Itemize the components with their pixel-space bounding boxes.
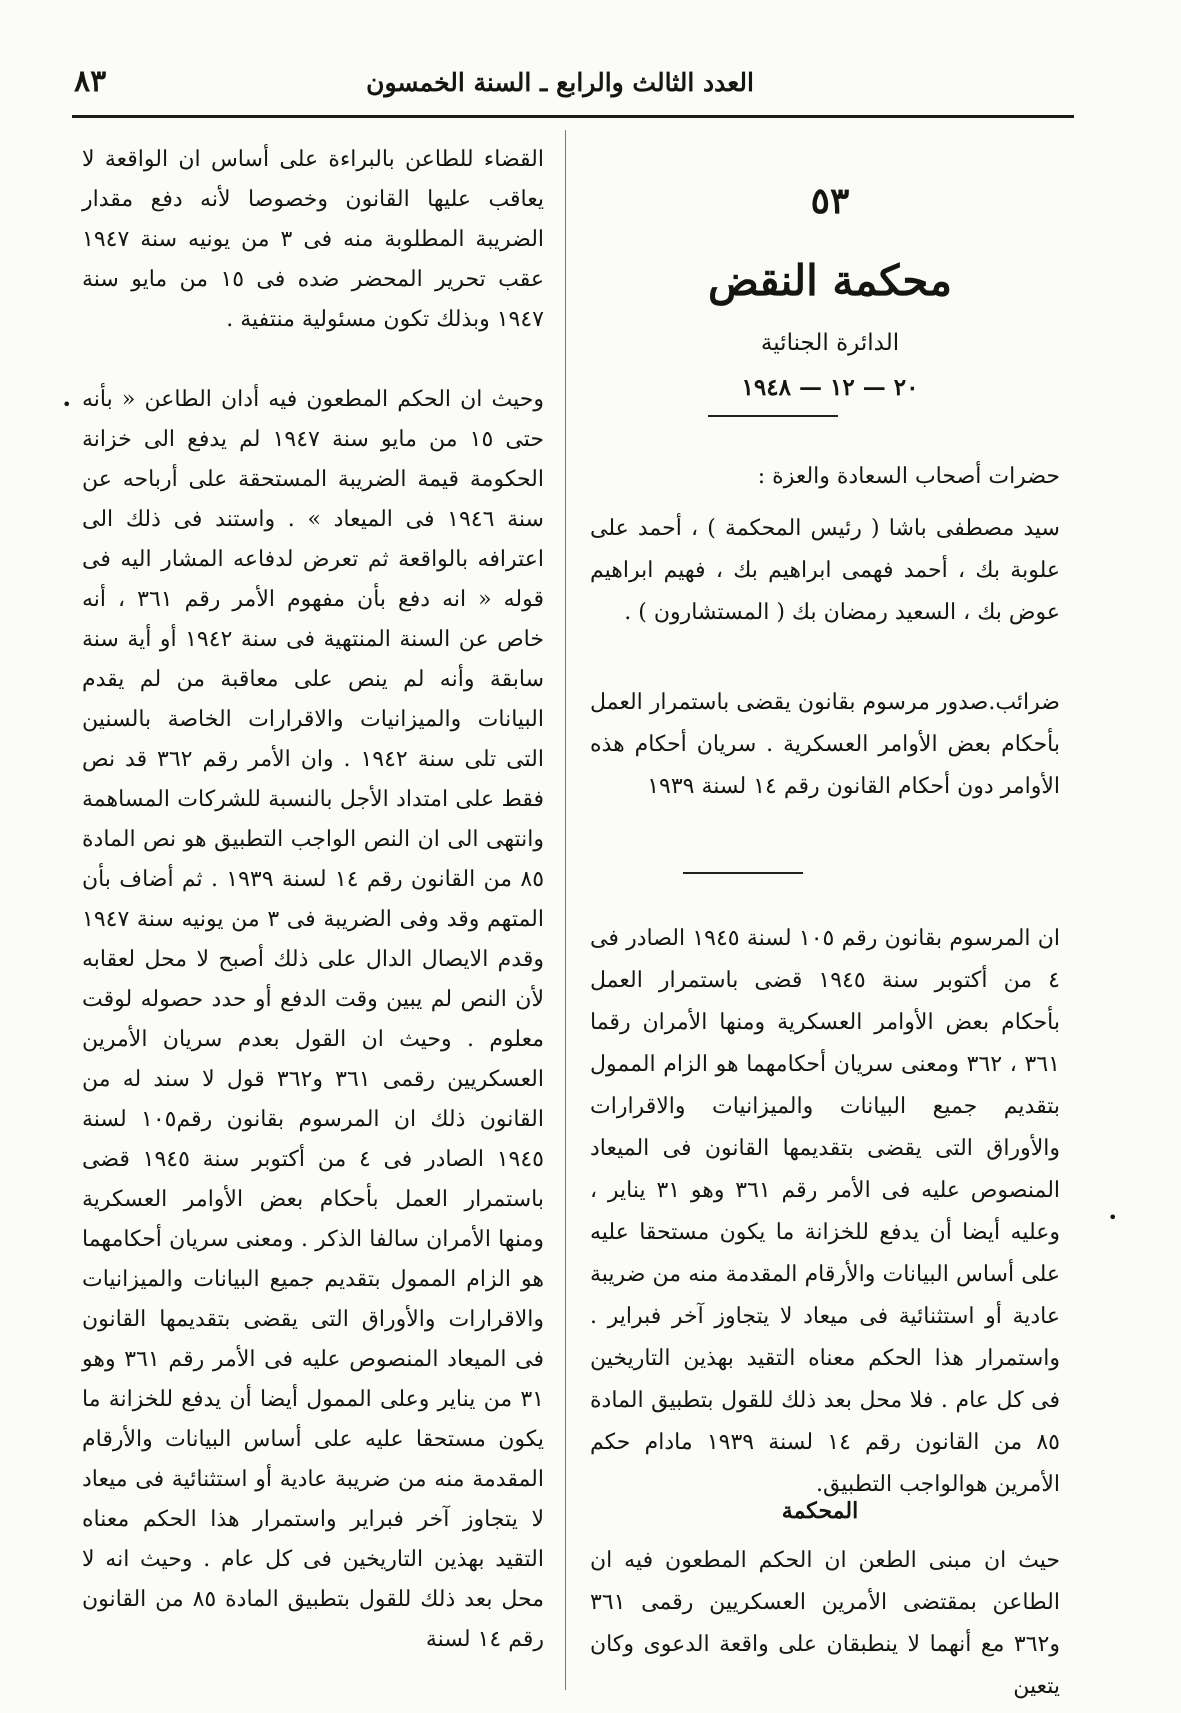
column-divider [565,130,566,1690]
court-title: محكمة النقض [707,256,953,305]
judgment-date: ٢٠ — ١٢ — ١٩٤٨ [741,374,919,401]
left-paragraph-2: وحيث ان الحكم المطعون فيه أدان الطاعن « بأنه حتى ١٥ من مايو سنة ١٩٤٧ لم يدفع الى خزانة الحكومة قيمة الضريبة المستحقة على أرباحه عن سنة ١٩٤٦ فى الميعاد » . واستند فى ذلك الى اعترافه بالواقعة ثم تعرض لدفاعه المشار اليه فى قوله « انه دفع بأن مفهوم الأمر رقم ٣٦١ ، أنه خاص عن السنة المنتهية فى سنة ١٩٤٢ أو أية سنة سابقة وأنه لم ينص على معاقبة من لم يقدم البيانات والميزانيات والاقرارات الخاصة بالسنين التى تلى سنة ١٩٤٢ . وان الأمر رقم ٣٦٢ قد نص فقط على امتداد الأجل بالنسبة للشركات المساهمة وانتهى الى ان النص الواجب التطبيق هو نص المادة ٨٥ من القانون رقم ١٤ لسنة ١٩٣٩ . ثم أضاف بأن المتهم وقد وفى الضريبة فى ٣ من يونيه سنة ١٩٤٧ وقدم الايصال الدال على ذلك أصبح لا محل لعقابه لأن النص لم يبين وقت الدفع أو حدد حصوله لوقت معلوم . وحيث ان القول بعدم سريان الأمرين العسكريين رقمى ٣٦١ و٣٦٢ قول لا سند له من القانون ذلك ان المرسوم بقانون رقم١٠٥ لسنة ١٩٤٥ الصادر فى ٤ من أكتوبر سنة ١٩٤٥ قضى باستمرار العمل بأحكام بعض الأوامر العسكرية ومنها الأمران سالفا الذكر . ومعنى سريان أحكامهما هو الزام الممول بتقديم جميع البيانات والميزانيات والاقرارات والأوراق التى يقضى بتقديمها القانون فى الميعاد المنصوص عليه فى الأمر رقم ٣٦١ وهو ٣١ من يناير وعلى الممول أيضا أن يدفع للخزانة ما يكون مستحقا عليه على أساس البيانات والأرقام المقدمة منه من ضريبة عادية أو استثنائية فى ميعاد لا يتجاوز آخر فبراير واستمرار هذا الحكم معناه التقيد بهذين التاريخين فى كل عام . وحيث انه لا محل بعد ذلك للقول بتطبيق المادة ٨٥ من القانون رقم ١٤ لسنة [82,387,545,1652]
left-paragraph-1: القضاء للطاعن بالبراءة على أساس ان الواقعة لا يعاقب عليها القانون وخصوصا لأنه دفع مقدار الضريبة المطلوبة منه فى ٣ من يونيه سنة ١٩٤٧ عقب تحرير المحضر ضده فى ١٥ من مايو سنة ١٩٤٧ وبذلك تكون مسئولية منتفية . [82,147,545,332]
case-summary: ضرائب.صدور مرسوم بقانون يقضى باستمرار العمل بأحكام بعض الأوامر العسكرية . سريان أحكام هذه الأوامر دون أحكام القانون رقم ١٤ لسنة ١٩٣٩ [589,690,1060,799]
legal-principle: ان المرسوم بقانون رقم ١٠٥ لسنة ١٩٤٥ الصادر فى ٤ من أكتوبر سنة ١٩٤٥ قضى باستمرار العمل بأحكام بعض الأوامر العسكرية ومنها الأمران رقما ٣٦١ ، ٣٦٢ ومعنى سريان أحكامهما هو الزام الممول بتقديم جميع البيانات والميزانيات والاقرارات والأوراق التى يقضى بتقديمها القانون فى الميعاد المنصوص عليه فى الأمر رقم ٣٦١ وهو ٣١ يناير ، وعليه أيضا أن يدفع للخزانة ما يكون مستحقا عليه على أساس البيانات والأرقام المقدمة منه من ضريبة عادية أو استثنائية فى ميعاد لا يتجاوز آخر فبراير . واستمرار هذا الحكم معناه التقيد بهذين التاريخين فى كل عام . فلا محل بعد ذلك للقول بتطبيق المادة ٨٥ من القانون رقم ١٤ لسنة ١٩٣٩ مادام حكم الأمرين هوالواجب التطبيق. [590,926,1061,1497]
page-number: ٨٣ [74,64,107,99]
margin-mark: • [62,395,72,414]
court-circuit: الدائرة الجنائية [760,330,900,356]
case-number: ٥٣ [810,180,850,222]
court-reasoning: حيث ان مبنى الطعن ان الحكم المطعون فيه ان الطاعن بمقتضى الأمرين العسكريين رقمى ٣٦١ و٣٦٢ مع أنهما لا ينطبقان على واقعة الدعوى وكان يتعين [590,1548,1060,1699]
court-section-heading: المحكمة [781,1498,859,1524]
margin-mark: • [1108,1208,1118,1227]
running-header-title: العدد الثالث والرابع ـ السنة الخمسون [366,68,754,97]
header-rule [72,115,1074,118]
summary-rule [683,872,803,874]
judges-heading: حضرات أصحاب السعادة والعزة : [757,464,1060,489]
judges-list: سيد مصطفى باشا ( رئيس المحكمة ) ، أحمد على علوبة بك ، أحمد فهمى ابراهيم بك ، فهيم ابراهيم عوض بك ، السعيد رمضان بك ( المستشارون ) . [590,516,1060,625]
date-rule [708,415,838,417]
